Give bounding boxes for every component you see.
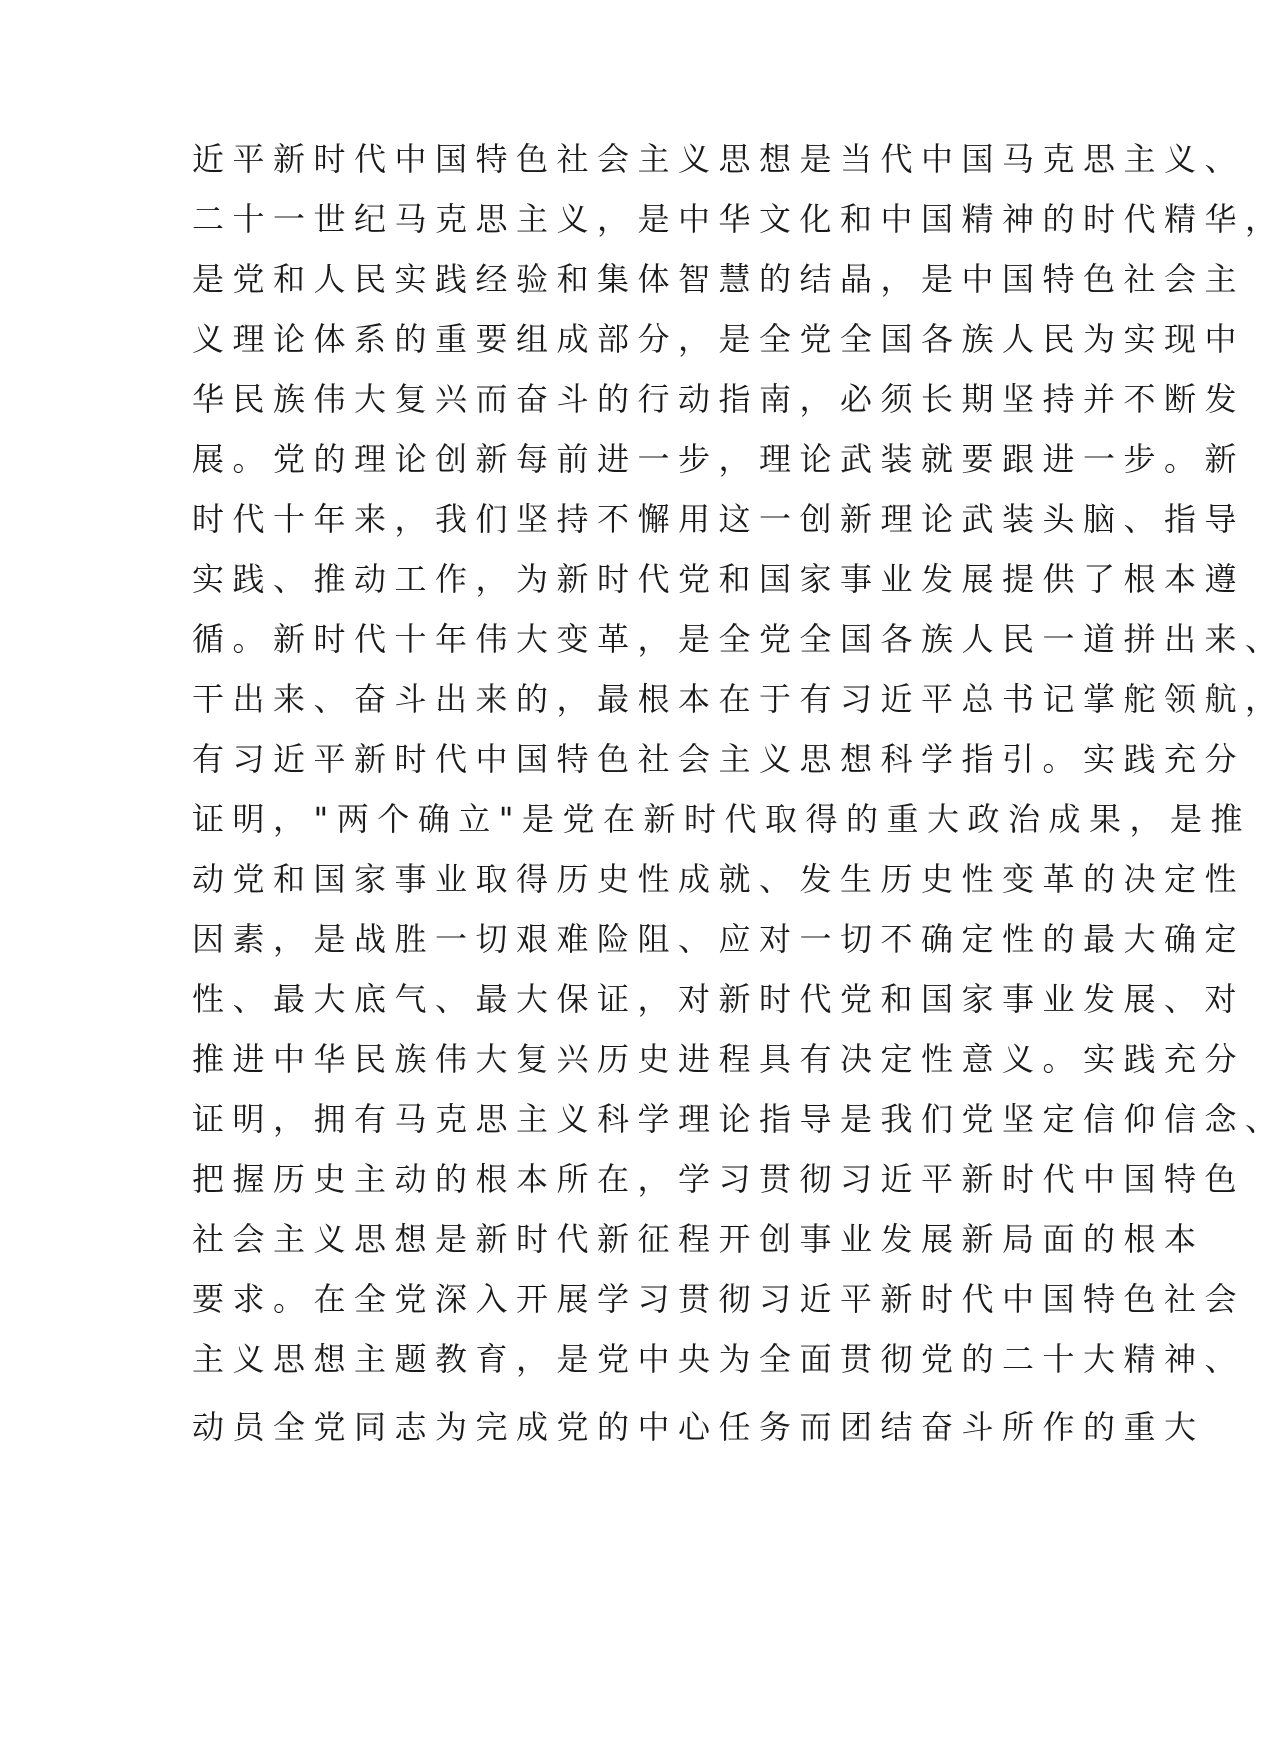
text-line: 二十一世纪马克思主义，是中华文化和中国精神的时代精华， — [192, 200, 1286, 238]
text-line: 有习近平新时代中国特色社会主义思想科学指引。实践充分 — [192, 740, 1246, 778]
text-line: 主义思想主题教育，是党中央为全面贯彻党的二十大精神、 — [192, 1340, 1246, 1378]
text-line: 推进中华民族伟大复兴历史进程具有决定性意义。实践充分 — [192, 1040, 1246, 1078]
text-line: 动党和国家事业取得历史性成就、发生历史性变革的决定性 — [192, 860, 1246, 898]
text-line: 展。党的理论创新每前进一步，理论武装就要跟进一步。新 — [192, 440, 1246, 478]
text-line: 动员全党同志为完成党的中心任务而团结奋斗所作的重大 — [192, 1408, 1205, 1446]
text-line: 要求。在全党深入开展学习贯彻习近平新时代中国特色社会 — [192, 1280, 1246, 1318]
text-line: 义理论体系的重要组成部分，是全党全国各族人民为实现中 — [192, 320, 1246, 358]
body-paragraph — [192, 129, 1286, 1457]
text-line: 因素，是战胜一切艰难险阻、应对一切不确定性的最大确定 — [192, 920, 1246, 958]
text-line: 华民族伟大复兴而奋斗的行动指南，必须长期坚持并不断发 — [192, 380, 1246, 418]
text-line: 证明，"两个确立"是党在新时代取得的重大政治成果，是推 — [192, 800, 1251, 838]
text-line: 实践、推动工作，为新时代党和国家事业发展提供了根本遵 — [192, 560, 1246, 598]
text-line: 性、最大底气、最大保证，对新时代党和国家事业发展、对 — [192, 980, 1246, 1018]
text-line: 是党和人民实践经验和集体智慧的结晶，是中国特色社会主 — [192, 260, 1246, 298]
text-line: 干出来、奋斗出来的，最根本在于有习近平总书记掌舵领航， — [192, 680, 1286, 718]
text-line: 把握历史主动的根本所在，学习贯彻习近平新时代中国特色 — [192, 1160, 1246, 1198]
text-line: 近平新时代中国特色社会主义思想是当代中国马克思主义、 — [192, 140, 1246, 178]
text-line: 社会主义思想是新时代新征程开创事业发展新局面的根本 — [192, 1220, 1205, 1258]
text-line: 证明，拥有马克思主义科学理论指导是我们党坚定信仰信念、 — [192, 1100, 1286, 1138]
text-line: 时代十年来，我们坚持不懈用这一创新理论武装头脑、指导 — [192, 500, 1246, 538]
text-line: 循。新时代十年伟大变革，是全党全国各族人民一道拼出来、 — [192, 620, 1286, 658]
